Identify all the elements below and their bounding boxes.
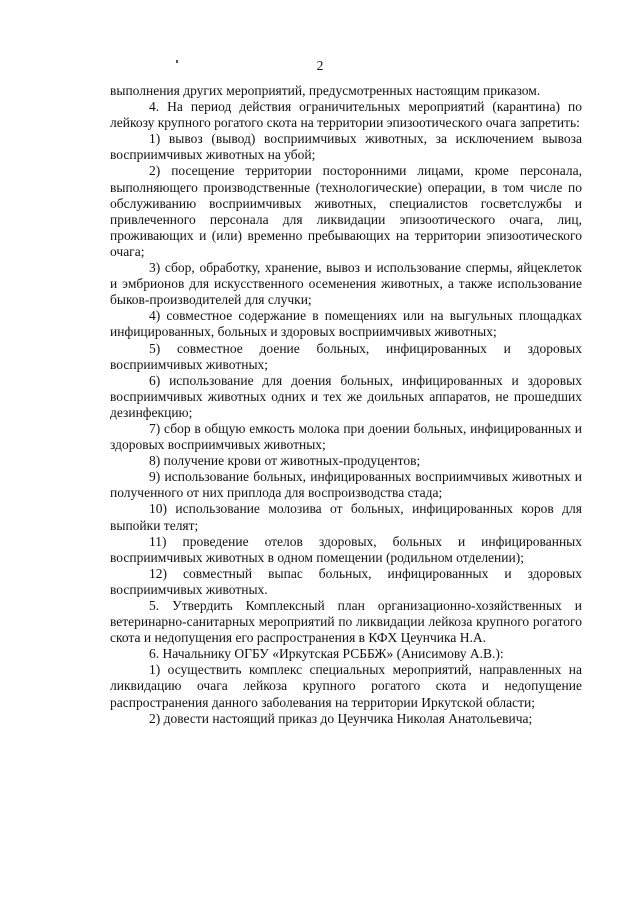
paragraph-subitem-3: 3) сбор, обработку, хранение, вывоз и использование спермы, яйцеклеток и эмбрионов для искусственного осеменения животных, а также использование быков-производителей для случки; bbox=[110, 260, 582, 308]
paragraph-subitem-9: 9) использование больных, инфицированных восприимчивых животных и полученного от них приплода для воспроизводства стада; bbox=[110, 469, 582, 501]
paragraph-subitem-5: 5) совместное доение больных, инфицированных и здоровых восприимчивых животных; bbox=[110, 340, 582, 372]
paragraph-item-4: 4. На период действия ограничительных мероприятий (карантина) по лейкозу крупного рогатого скота на территории эпизоотического очага запретить: bbox=[110, 99, 582, 131]
paragraph-subitem-11: 11) проведение отелов здоровых, больных и инфицированных восприимчивых животных в одном помещении (родильном отделении); bbox=[110, 533, 582, 565]
paragraph-subitem-4: 4) совместное содержание в помещениях или на выгульных площадках инфицированных, больных и здоровых восприимчивых животных; bbox=[110, 308, 582, 340]
paragraph-item-6-subitem-1: 1) осуществить комплекс специальных мероприятий, направленных на ликвидацию очага лейкоза крупного рогатого скота и недопущение распространения данного заболевания на территории Иркутской области; bbox=[110, 662, 582, 710]
page-number: 2 bbox=[316, 58, 324, 73]
paragraph-subitem-7: 7) сбор в общую емкость молока при доении больных, инфицированных и здоровых восприимчивых животных; bbox=[110, 420, 582, 453]
paragraph-subitem-8: 8) получение крови от животных-продуцентов; bbox=[149, 453, 421, 469]
paragraph-subitem-10: 10) использование молозива от больных, инфицированных коров для выпойки телят; bbox=[110, 501, 582, 533]
paragraph-item-5: 5. Утвердить Комплексный план организационно-хозяйственных и ветеринарно-санитарных мероприятий по ликвидации лейкоза крупного рогатого скота и недопущения его распространения в КФХ Цеунчика Н.А. bbox=[110, 598, 582, 646]
paragraph-item-6: 6. Начальнику ОГБУ «Иркутская РСББЖ» (Анисимову А.В.): bbox=[149, 646, 504, 662]
paragraph-subitem-1: 1) вывоз (вывод) восприимчивых животных, за исключением вывоза восприимчивых животных на убой; bbox=[110, 131, 582, 163]
paragraph-subitem-12: 12) совместный выпас больных, инфицированных и здоровых восприимчивых животных. bbox=[110, 565, 582, 597]
paragraph-subitem-6: 6) использование для доения больных, инфицированных и здоровых восприимчивых животных одних и тех же доильных аппаратов, не прошедших дезинфекцию; bbox=[110, 372, 582, 420]
document-body bbox=[110, 83, 582, 727]
paragraph-continuation: выполнения других мероприятий, предусмотренных настоящим приказом. bbox=[110, 83, 541, 98]
paragraph-subitem-2: 2) посещение территории посторонними лицами, кроме персонала, выполняющего производственные (технологические) операции, в том числе по обслуживанию восприимчивых животных, специалистов госветслужбы и привлеченного персонала для ликвидации эпизоотического очага, лиц, проживающих и (или) временно пребывающих на территории эпизоотического очага; bbox=[110, 163, 582, 259]
paragraph-item-6-subitem-2: 2) довести настоящий приказ до Цеунчика Николая Анатольевича; bbox=[149, 710, 533, 726]
